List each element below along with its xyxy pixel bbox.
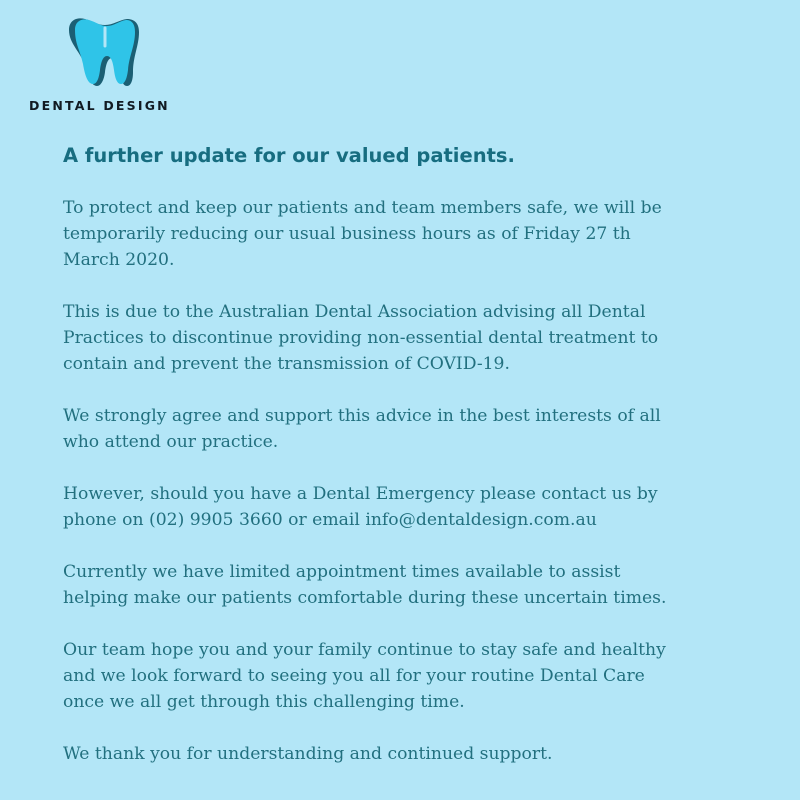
notice-line: However, should you have a Dental Emergency please contact us by <box>63 484 658 504</box>
notice-line: This is due to the Australian Dental Association advising all Dental <box>63 302 646 322</box>
notice-line: and we look forward to seeing you all for your routine Dental Care <box>63 666 645 686</box>
notice-line: We strongly agree and support this advice in the best interests of all <box>63 406 661 426</box>
brand-name: DENTAL DESIGN <box>29 98 170 113</box>
notice-line: To protect and keep our patients and team members safe, we will be <box>63 198 662 218</box>
notice-line: We thank you for understanding and continued support. <box>63 744 553 764</box>
notice-paragraph <box>63 195 763 273</box>
notice-paragraph <box>63 299 763 377</box>
notice-line: phone on (02) 9905 3660 or email info@dentaldesign.com.au <box>63 510 597 530</box>
notice-body <box>63 195 763 767</box>
notice-line: temporarily reducing our usual business hours as of Friday 27 th <box>63 224 631 244</box>
notice-line: Our team hope you and your family continue to stay safe and healthy <box>63 640 666 660</box>
notice-line: March 2020. <box>63 250 175 270</box>
notice-line: Currently we have limited appointment times available to assist <box>63 562 621 582</box>
notice-line: helping make our patients comfortable during these uncertain times. <box>63 588 667 608</box>
notice-line: Practices to discontinue providing non-essential dental treatment to <box>63 328 659 348</box>
notice-paragraph <box>63 403 763 455</box>
notice-line: contain and prevent the transmission of COVID-19. <box>63 354 510 374</box>
tooth-icon <box>67 16 143 90</box>
notice-line: once we all get through this challenging time. <box>63 692 465 712</box>
brand-logo <box>29 16 189 116</box>
page-title: A further update for our valued patients. <box>63 144 515 167</box>
notice-paragraph <box>63 559 763 611</box>
notice-line: who attend our practice. <box>63 432 279 452</box>
notice-paragraph <box>63 481 763 533</box>
notice-paragraph <box>63 637 763 715</box>
notice-paragraph <box>63 741 763 767</box>
